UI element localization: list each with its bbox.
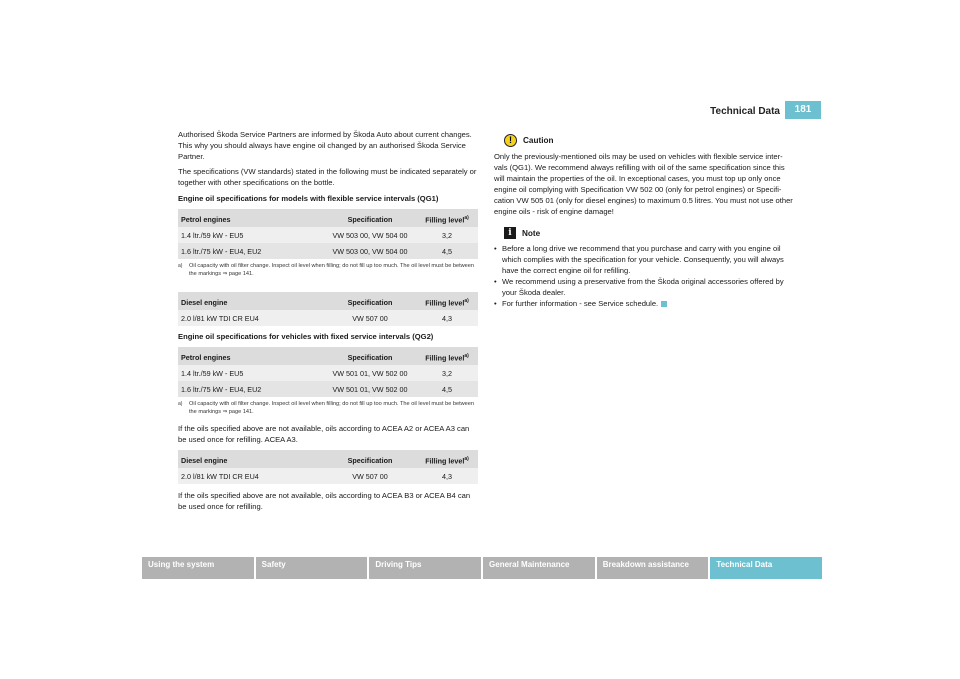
info-icon: i [504, 227, 516, 239]
fill-cell: 4,3 [416, 468, 478, 484]
engine-cell: 1.4 ltr./59 kW - EU5 [178, 365, 324, 381]
tab-safety[interactable]: Safety [256, 557, 368, 579]
table-header-row [178, 450, 478, 468]
table-header-row [178, 209, 478, 227]
note-heading [504, 227, 794, 239]
spec-cell: VW 507 00 [324, 310, 416, 326]
list-item [494, 243, 794, 276]
bullet-dot-icon: • [494, 244, 497, 253]
tab-general-maintenance[interactable]: General Maintenance [483, 557, 595, 579]
column-header-engine: Diesel engine [178, 450, 324, 468]
engine-cell: 1.4 ltr./59 kW - EU5 [178, 227, 324, 243]
engine-cell: 2.0 l/81 kW TDI CR EU4 [178, 310, 324, 326]
caution-text: Only the previously-mentioned oils may be used on vehicles with flexible service inter-vals (QG1). We recommend always refilling with oil of the same specification since this will maintain the properties of the oil. In exceptional cases, you must top up only once engine oil complying with Specification VW 502 00 (only for petrol engines) or Specifi-cation VW 505 01 (only for diesel engines) to maximum 0.5 litres. You must not use other engine oils - risk of engine damage! [494, 152, 793, 216]
table-header-row [178, 347, 478, 365]
caution-heading [504, 134, 794, 147]
acea-a-paragraph: If the oils specified above are not available, oils according to ACEA A2 or ACEA A3 can be used once for refilling. ACEA A3. [178, 424, 470, 444]
column-header-engine: Petrol engines [178, 347, 324, 365]
table-row [178, 310, 478, 326]
table-row [178, 468, 478, 484]
section-heading-qg1: Engine oil specifications for models with flexible service intervals (QG1) [178, 194, 439, 203]
fill-cell: 3,2 [416, 365, 478, 381]
footnote-mark: a) [178, 263, 183, 269]
footnote [178, 262, 478, 278]
page-header-title: Technical Data [710, 106, 780, 117]
caution-title: Caution [523, 136, 554, 145]
acea-b-paragraph: If the oils specified above are not available, oils according to ACEA B3 or ACEA B4 can be used once for refilling. [178, 491, 471, 511]
tab-using-the-system[interactable]: Using the system [142, 557, 254, 579]
spec-cell: VW 501 01, VW 502 00 [324, 381, 416, 397]
oil-table-qg1-petrol [178, 209, 478, 259]
intro-paragraph: Authorised Škoda Service Partners are informed by Škoda Auto about current changes. This why you should always have engine oil changed by an authorised Škoda Service Partner. [178, 130, 472, 161]
table-header-row [178, 292, 478, 310]
column-header-spec: Specification [324, 347, 416, 365]
column-header-fill: Filling level$^{a)}$ [416, 450, 478, 468]
table-row [178, 381, 478, 397]
column-header-fill: Filling level$^{a)}$ [416, 292, 478, 310]
engine-cell: 1.6 ltr./75 kW - EU4, EU2 [178, 243, 324, 259]
footnote-mark: a) [178, 401, 183, 407]
spec-cell: VW 507 00 [324, 468, 416, 484]
oil-table-qg2-petrol [178, 347, 478, 397]
fill-cell: 4,5 [416, 381, 478, 397]
column-header-spec: Specification [324, 292, 416, 310]
column-header-fill: Filling level$^{a)}$ [416, 209, 478, 227]
footnote-text: Oil capacity with oil filter change. Inspect oil level when filling; do not fill up too much. The oil level must be between the markings ⇒ page 141. [189, 401, 475, 415]
section-end-marker-icon [661, 301, 667, 307]
oil-table-qg2-diesel [178, 450, 478, 484]
footnote [178, 400, 478, 416]
tab-driving-tips[interactable]: Driving Tips [369, 557, 481, 579]
engine-cell: 2.0 l/81 kW TDI CR EU4 [178, 468, 324, 484]
bullet-text: For further information - see Service schedule. [502, 298, 667, 309]
column-header-engine: Petrol engines [178, 209, 324, 227]
page-number-badge: 181 [785, 101, 821, 119]
note-title: Note [522, 228, 541, 238]
bullet-dot-icon: • [494, 277, 497, 286]
list-item [494, 276, 794, 298]
exclamation-icon: ! [504, 134, 517, 147]
footnote-text: Oil capacity with oil filter change. Inspect oil level when filling; do not fill up too much. The oil level must be between the markings ⇒ page 141. [189, 263, 475, 277]
spec-paragraph: The specifications (VW standards) stated in the following must be indicated separately or together with other specifications on the bottle. [178, 167, 477, 187]
bullet-text: We recommend using a preservative from the Škoda original accessories offered by your Škoda dealer. [502, 277, 784, 297]
section-heading-qg2: Engine oil specifications for vehicles with fixed service intervals (QG2) [178, 332, 434, 341]
right-column [494, 134, 794, 309]
table-row [178, 227, 478, 243]
table-row [178, 365, 478, 381]
list-item [494, 298, 794, 309]
spec-cell: VW 503 00, VW 504 00 [324, 243, 416, 259]
column-header-spec: Specification [324, 209, 416, 227]
tab-breakdown-assistance[interactable]: Breakdown assistance [597, 557, 709, 579]
fill-cell: 3,2 [416, 227, 478, 243]
chapter-nav [142, 557, 822, 579]
spec-cell: VW 501 01, VW 502 00 [324, 365, 416, 381]
fill-cell: 4,3 [416, 310, 478, 326]
fill-cell: 4,5 [416, 243, 478, 259]
bullet-dot-icon: • [494, 299, 497, 308]
column-header-engine: Diesel engine [178, 292, 324, 310]
oil-table-qg1-diesel [178, 292, 478, 326]
column-header-spec: Specification [324, 450, 416, 468]
engine-cell: 1.6 ltr./75 kW - EU4, EU2 [178, 381, 324, 397]
spec-cell: VW 503 00, VW 504 00 [324, 227, 416, 243]
table-row [178, 243, 478, 259]
tab-technical-data[interactable]: Technical Data [710, 557, 822, 579]
column-header-fill: Filling level$^{a)}$ [416, 347, 478, 365]
left-column [178, 129, 478, 512]
bullet-text: Before a long drive we recommend that you purchase and carry with you engine oil which complies with the specification for your vehicle. Consequently, you will always have the correct engine oil for refilling. [502, 244, 784, 275]
